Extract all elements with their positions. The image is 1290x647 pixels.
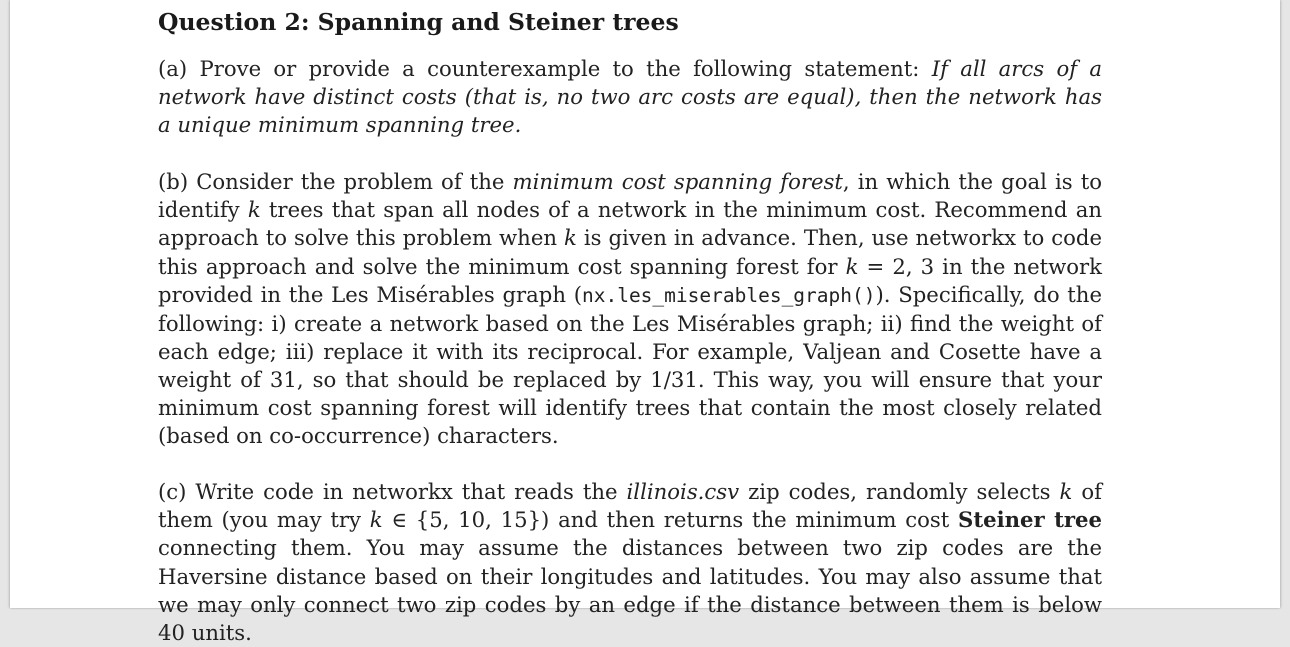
part-c-text-5: connecting them. You may assume the distances between two zip codes are the Haversine distance based on their longitudes and latitudes. You may also assume that we may only connect two zip codes by an edge if the distance between them is below 40 units. bbox=[158, 535, 1102, 645]
part-c-label: (c) bbox=[158, 479, 187, 505]
part-c-text-2: zip codes, randomly selects bbox=[748, 479, 1051, 505]
part-b-variable-k: k bbox=[564, 225, 577, 251]
part-c-text-4: ∈ {5, 10, 15}) and then returns the minimum cost bbox=[391, 507, 950, 533]
part-b-text-3: trees that span all nodes of a network in the minimum cost. Recommend an approach to solve this problem when bbox=[158, 197, 1102, 251]
part-b-text-5: = 2, 3 in the network provided in the Les Misérables graph ( bbox=[158, 253, 1102, 307]
part-b-label: (b) bbox=[158, 169, 189, 195]
part-c-variable-k: k bbox=[369, 507, 383, 533]
part-c-bold-term: Steiner tree bbox=[958, 507, 1102, 533]
part-c-text-3: of them (you may try bbox=[158, 479, 1102, 533]
part-a-statement: If all arcs of a network have distinct costs (that is, no two arc costs are equal), then the network has a unique minimum spanning tree. bbox=[158, 56, 1102, 138]
part-b-variable-k: k bbox=[247, 197, 261, 223]
part-b-emphasis-term: minimum cost spanning forest bbox=[512, 169, 843, 195]
part-c-variable-k: k bbox=[1059, 479, 1073, 505]
document-page bbox=[10, 0, 1280, 645]
part-b-paragraph bbox=[158, 168, 1102, 450]
part-c-paragraph bbox=[158, 478, 1102, 647]
part-c-filename: illinois.csv bbox=[626, 479, 740, 505]
part-a-label: (a) bbox=[158, 56, 188, 81]
part-c-text-1: Write code in networkx that reads the bbox=[195, 479, 618, 505]
part-b-text-6: ). Specifically, do the following: i) create a network based on the Les Misérables graph; ii) find the weight of each edge; iii) replace it with its reciprocal. For example, Valjean and Cosette have a weight of 31, so that should be replaced by 1/31. This way, you will ensure that your minimum cost spanning forest will identify trees that contain the most closely related (based on co-occurrence) characters. bbox=[158, 281, 1102, 449]
part-b-code: nx.les_miserables_graph() bbox=[581, 283, 876, 307]
part-b-text-2: , in which the goal is to identify bbox=[158, 169, 1102, 223]
part-a-intro: Prove or provide a counterexample to the following statement: bbox=[199, 56, 920, 81]
document-content bbox=[158, 0, 1102, 647]
part-a-paragraph bbox=[158, 55, 1102, 139]
part-b-variable-k: k bbox=[845, 253, 859, 279]
part-b-text-4: is given in advance. Then, use networkx to code this approach and solve the minimum cost spanning forest for bbox=[158, 225, 1102, 279]
question-title: Question 2: Spanning and Steiner trees bbox=[158, 8, 679, 36]
part-b-text-1: Consider the problem of the bbox=[196, 169, 505, 195]
